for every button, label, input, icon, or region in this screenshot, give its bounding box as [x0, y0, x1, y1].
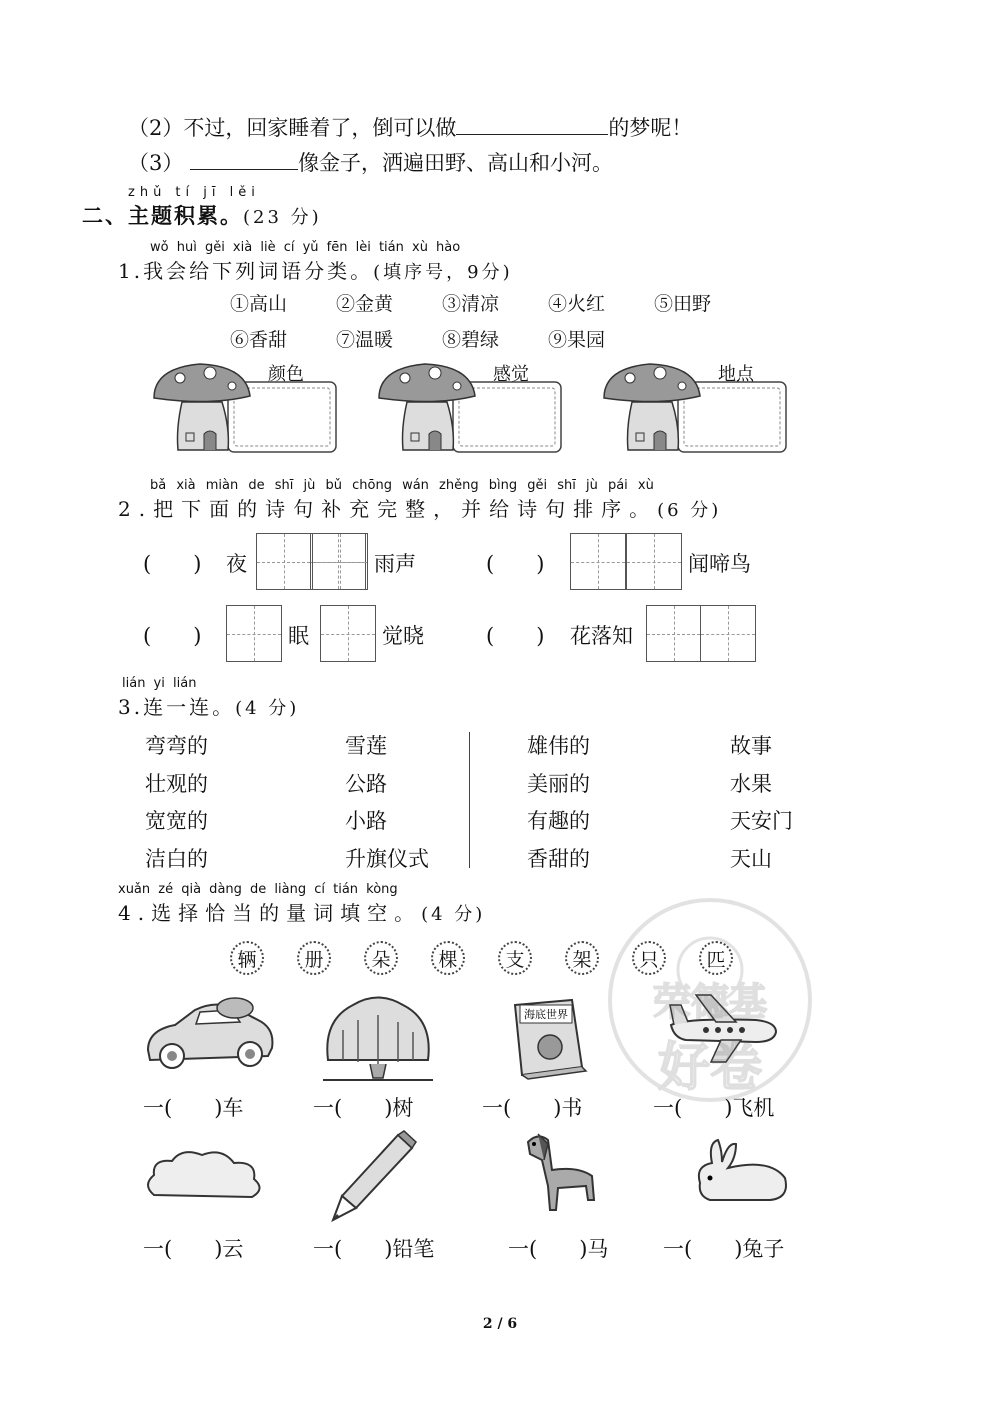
- quantifier-label: 册: [304, 948, 324, 971]
- fill-item[interactable]: 一( )树: [313, 1096, 414, 1120]
- question-hint: (填序号，9分): [373, 262, 513, 283]
- word-item: ⑦温暖: [336, 329, 394, 351]
- q-number: （2）: [128, 116, 184, 140]
- quantifier-badge: [297, 941, 331, 975]
- mushroom-icon: [150, 358, 350, 458]
- pencil-picture: [328, 1130, 418, 1225]
- question-title: 3.连一连。: [118, 695, 236, 719]
- match-item[interactable]: 美丽的: [527, 771, 590, 796]
- pinyin: bǎ xià miàn de shī jù bǔ chōng wán zhěng bìng gěi shī jù pái xù: [150, 478, 654, 493]
- char-grid[interactable]: [646, 605, 756, 662]
- match-item[interactable]: 香甜的: [527, 846, 590, 871]
- quantifier-badge: [364, 941, 398, 975]
- match-item[interactable]: 小路: [345, 809, 387, 833]
- quantifier-label: 支: [505, 948, 525, 971]
- q3-heading: [118, 691, 299, 720]
- fill-item[interactable]: 一( )兔子: [663, 1237, 785, 1261]
- fill-item[interactable]: 一( )铅笔: [313, 1237, 435, 1261]
- q3-fill-line: [128, 147, 613, 177]
- poem-text: 闻啼鸟: [688, 552, 751, 576]
- char-grid[interactable]: [312, 533, 368, 590]
- quantifier-label: 架: [572, 948, 592, 971]
- char-grid[interactable]: [320, 605, 376, 662]
- order-paren[interactable]: ( ): [143, 552, 202, 576]
- word-item: ⑤田野: [654, 293, 712, 315]
- mushroom-icon: [600, 358, 800, 458]
- q-number: （3）: [128, 151, 184, 175]
- pinyin: wǒ huì gěi xià liè cí yǔ fēn lèi tián xù hào: [150, 240, 461, 255]
- fill-text: 不过，回家睡着了，倒可以做: [183, 116, 457, 140]
- poem-text: 夜: [226, 552, 247, 576]
- cloud-picture: [142, 1145, 267, 1205]
- quantifier-label: 只: [639, 948, 659, 971]
- book-title: 海底世界: [524, 1008, 568, 1021]
- quantifier-label: 匹: [706, 948, 726, 971]
- fill-item[interactable]: 一( )书: [482, 1096, 583, 1120]
- section-title: 二、主题积累。: [82, 203, 243, 228]
- answer-blank[interactable]: [190, 149, 298, 170]
- question-score: (6 分): [657, 500, 722, 521]
- q1-heading: [118, 255, 513, 284]
- poem-text: 雨声: [374, 552, 416, 576]
- match-item[interactable]: 天山: [730, 846, 772, 871]
- car-picture: [140, 990, 280, 1080]
- pinyin: xuǎn zé qià dàng de liàng cí tián kòng: [118, 882, 398, 897]
- word-item: ⑧碧绿: [442, 329, 500, 351]
- question-score: (4 分): [235, 698, 300, 719]
- match-item[interactable]: 雄伟的: [527, 734, 590, 758]
- poem-text: 眠: [288, 624, 309, 648]
- match-item[interactable]: 有趣的: [527, 809, 590, 833]
- char-grid[interactable]: [226, 605, 282, 662]
- word-item: ①高山: [230, 293, 288, 315]
- answer-blank[interactable]: [456, 114, 608, 135]
- pinyin: zhǔ tí jī lěi: [128, 185, 260, 200]
- char-grid[interactable]: [626, 533, 682, 590]
- mushroom-icon: [375, 358, 575, 458]
- q4-heading: [118, 897, 485, 926]
- match-item[interactable]: 公路: [345, 771, 387, 796]
- word-item: ⑥香甜: [230, 329, 288, 351]
- page-number: 2 / 6: [482, 1316, 518, 1332]
- poem-text: 花落知: [570, 624, 633, 648]
- order-paren[interactable]: ( ): [486, 624, 545, 648]
- quantifier-label: 棵: [438, 948, 458, 971]
- fill-item[interactable]: 一( )马: [508, 1237, 609, 1261]
- q2-fill-line: [128, 112, 692, 142]
- word-item: ③清凉: [442, 293, 500, 315]
- match-item[interactable]: 天安门: [730, 809, 793, 833]
- match-item[interactable]: 洁白的: [145, 846, 208, 871]
- fill-item[interactable]: 一( )飞机: [653, 1096, 775, 1120]
- match-item[interactable]: 升旗仪式: [345, 846, 429, 871]
- fill-item[interactable]: 一( )车: [143, 1096, 244, 1120]
- horse-picture: [518, 1130, 603, 1220]
- pinyin: lián yi lián: [122, 676, 197, 691]
- word-item: ②金黄: [336, 293, 394, 315]
- quantifier-badge: [431, 941, 465, 975]
- question-title: 4.选择恰当的量词填空。: [118, 901, 422, 925]
- word-item: ④火红: [548, 293, 606, 315]
- char-grid[interactable]: [570, 533, 626, 590]
- rabbit-picture: [690, 1138, 795, 1208]
- publisher-watermark: [600, 880, 820, 1130]
- section-score: (23 分): [243, 207, 322, 228]
- quantifier-badge: [565, 941, 599, 975]
- category-label: 感觉: [493, 364, 529, 385]
- fill-text: 像金子，洒遍田野、高山和小河。: [298, 151, 614, 175]
- match-item[interactable]: 雪莲: [345, 734, 387, 758]
- quantifier-badge: [498, 941, 532, 975]
- tree-picture: [318, 990, 438, 1085]
- column-divider: [469, 732, 470, 868]
- match-item[interactable]: 壮观的: [145, 771, 208, 796]
- poem-text: 觉晓: [382, 624, 424, 648]
- q2-heading: [118, 493, 721, 522]
- category-label: 颜色: [268, 364, 304, 385]
- question-title: 1.我会给下列词语分类。: [118, 259, 374, 283]
- question-title: 2.把下面的诗句补充完整，并给诗句排序。: [118, 497, 658, 521]
- svg-text:荣德基: 荣德基: [652, 980, 768, 1024]
- match-item[interactable]: 水果: [730, 771, 772, 796]
- quantifier-label: 辆: [237, 948, 257, 971]
- match-item[interactable]: 宽宽的: [145, 809, 208, 833]
- quantifier-label: 朵: [371, 948, 391, 971]
- fill-item[interactable]: 一( )云: [143, 1237, 244, 1261]
- svg-text:好卷: 好卷: [657, 1038, 763, 1098]
- question-score: (4 分): [421, 904, 486, 925]
- word-item: ⑨果园: [548, 329, 606, 351]
- fill-text: 的梦呢！: [608, 116, 693, 140]
- order-paren[interactable]: ( ): [486, 552, 545, 576]
- order-paren[interactable]: ( ): [143, 624, 202, 648]
- category-label: 地点: [718, 364, 754, 385]
- match-item[interactable]: 故事: [730, 734, 772, 758]
- section-heading: [82, 200, 322, 230]
- match-item[interactable]: 弯弯的: [145, 734, 208, 758]
- quantifier-badge: [230, 941, 264, 975]
- book-picture: [510, 995, 590, 1080]
